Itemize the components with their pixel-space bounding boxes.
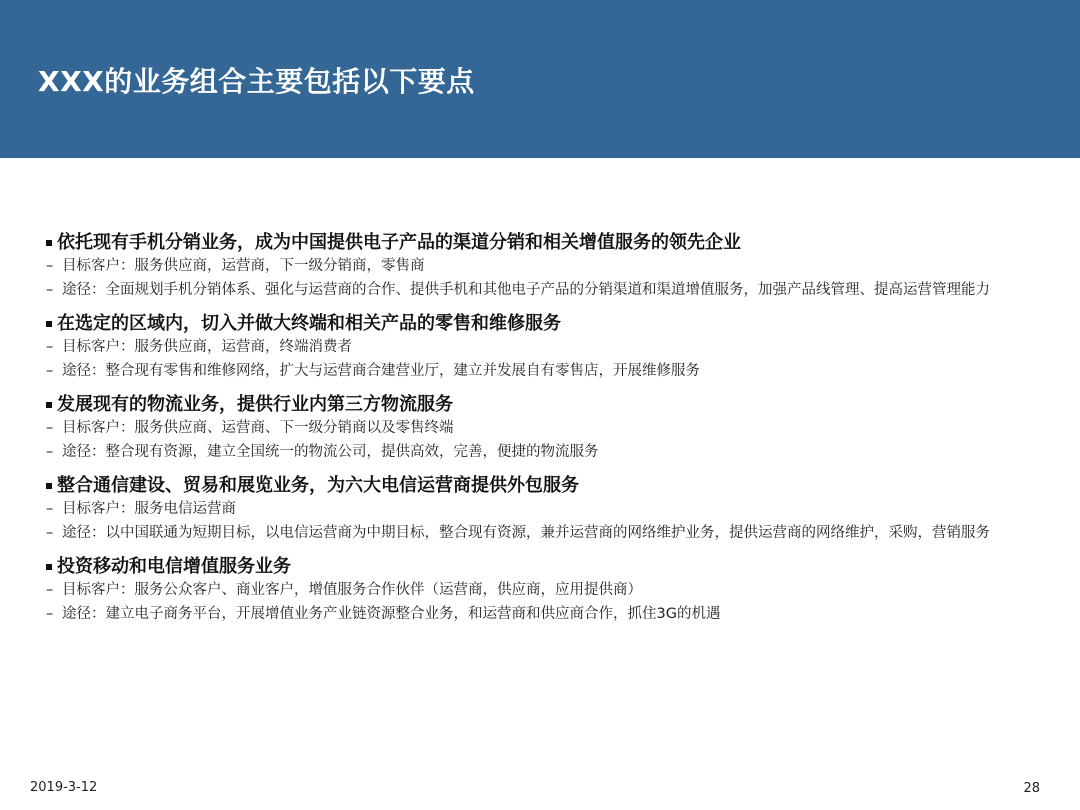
list-item [46,255,1046,278]
dash-bullet-icon: – [46,606,54,622]
dash-bullet-icon: – [46,501,54,517]
section-heading [46,230,1046,255]
dash-bullet-icon: – [46,525,54,541]
section-heading [46,392,1046,417]
list-item-text: 途径：整合现有零售和维修网络，扩大与运营商合建营业厅，建立并发展自有零售店，开展维修服务 [62,363,700,379]
square-bullet-icon [46,240,52,246]
list-item [46,498,1046,521]
list-item-text: 目标客户：服务供应商，运营商，终端消费者 [62,339,352,355]
section-2 [46,311,1046,383]
page-number: 28 [1023,781,1040,796]
section-heading [46,554,1046,579]
section-1 [46,230,1046,302]
list-item [46,279,1046,302]
section-3 [46,392,1046,464]
dash-bullet-icon: – [46,420,54,436]
list-item-text: 目标客户：服务供应商、运营商、下一级分销商以及零售终端 [62,420,454,436]
content-body [46,230,1046,635]
list-item-text: 途径：建立电子商务平台，开展增值业务产业链资源整合业务，和运营商和供应商合作，抓住3G的机遇 [62,606,721,622]
square-bullet-icon [46,483,52,489]
section-5 [46,554,1046,626]
list-item-text: 目标客户：服务电信运营商 [62,501,236,517]
page-title: XXX的业务组合主要包括以下要点 [38,65,475,98]
section-heading-text: 依托现有手机分销业务，成为中国提供电子产品的渠道分销和相关增值服务的领先企业 [57,232,741,253]
list-item-text: 途径：以中国联通为短期目标，以电信运营商为中期目标，整合现有资源，兼并运营商的网络维护业务，提供运营商的网络维护，采购，营销服务 [62,525,990,541]
square-bullet-icon [46,321,52,327]
list-item-text: 目标客户：服务供应商，运营商，下一级分销商，零售商 [62,258,425,274]
list-item [46,441,1046,464]
list-item [46,603,1046,626]
section-heading [46,473,1046,498]
dash-bullet-icon: – [46,282,54,298]
list-item [46,522,1046,545]
square-bullet-icon [46,564,52,570]
list-item [46,336,1046,359]
section-heading-text: 投资移动和电信增值服务业务 [57,556,291,577]
dash-bullet-icon: – [46,363,54,379]
list-item-text: 途径：整合现有资源，建立全国统一的物流公司，提供高效，完善，便捷的物流服务 [62,444,599,460]
list-item [46,417,1046,440]
list-item [46,579,1046,602]
title-banner [0,0,1080,158]
dash-bullet-icon: – [46,582,54,598]
dash-bullet-icon: – [46,339,54,355]
section-heading-text: 在选定的区域内，切入并做大终端和相关产品的零售和维修服务 [57,313,561,334]
section-heading-text: 整合通信建设、贸易和展览业务，为六大电信运营商提供外包服务 [57,475,579,496]
dash-bullet-icon: – [46,444,54,460]
section-4 [46,473,1046,545]
section-heading-text: 发展现有的物流业务，提供行业内第三方物流服务 [57,394,453,415]
dash-bullet-icon: – [46,258,54,274]
section-heading [46,311,1046,336]
list-item-text: 途径：全面规划手机分销体系、强化与运营商的合作、提供手机和其他电子产品的分销渠道和渠道增值服务，加强产品线管理、提高运营管理能力 [62,282,990,298]
list-item [46,360,1046,383]
list-item-text: 目标客户：服务公众客户、商业客户，增值服务合作伙伴（运营商，供应商，应用提供商） [62,582,642,598]
square-bullet-icon [46,402,52,408]
footer-date: 2019-3-12 [30,780,98,795]
